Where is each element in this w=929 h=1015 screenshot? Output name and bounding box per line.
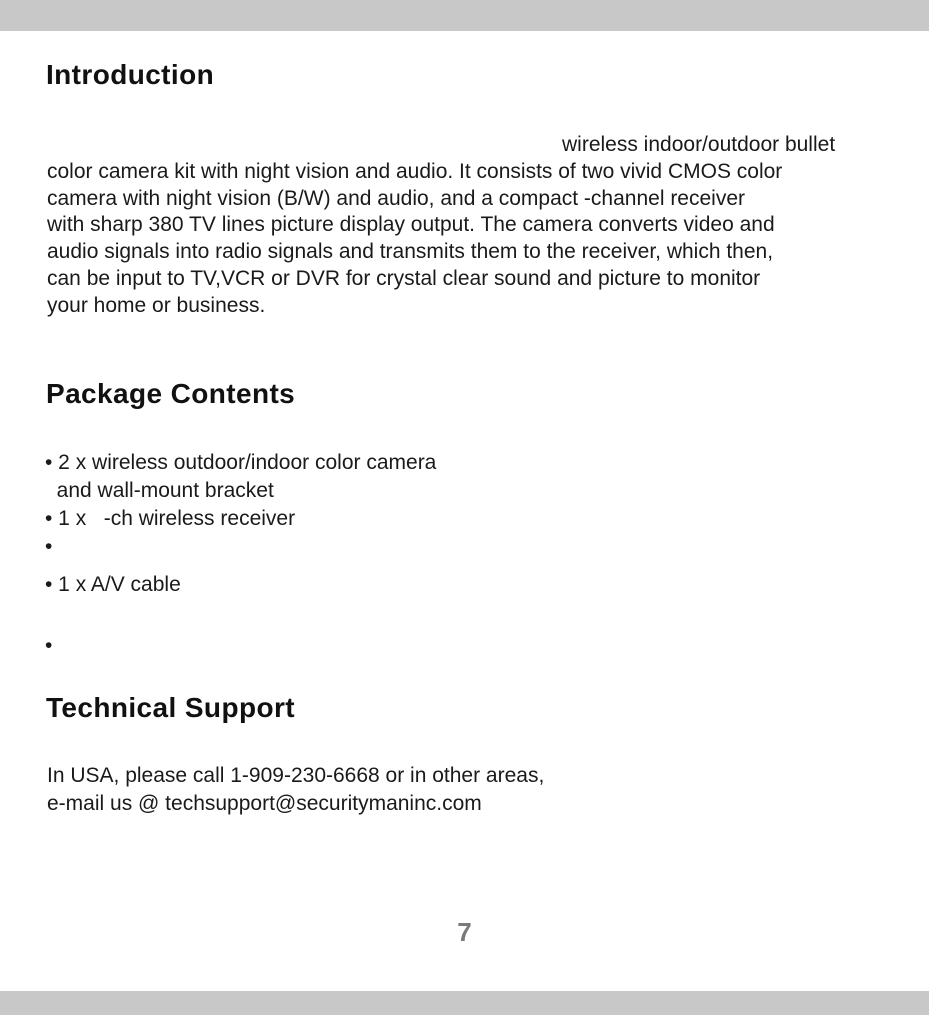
package-contents-heading: Package Contents bbox=[46, 378, 296, 409]
support-phone-line: In USA, please call 1-909-230-6668 or in other areas, bbox=[47, 764, 545, 787]
intro-line: your home or business. bbox=[47, 294, 266, 317]
intro-line: can be input to TV,VCR or DVR for crystal clear sound and picture to monitor bbox=[47, 267, 761, 290]
page-number: 7 bbox=[457, 917, 472, 947]
package-item: • 1 x A/V cable bbox=[45, 573, 181, 596]
intro-line: audio signals into radio signals and transmits them to the receiver, which then, bbox=[47, 240, 774, 263]
support-email-line: e-mail us @ techsupport@securitymaninc.com bbox=[47, 792, 482, 815]
package-item-continued: and wall-mount bracket bbox=[45, 479, 274, 502]
package-item: • bbox=[45, 634, 53, 657]
introduction-heading: Introduction bbox=[46, 59, 215, 90]
package-item: • 2 x wireless outdoor/indoor color camera bbox=[45, 451, 437, 474]
bottom-band bbox=[0, 991, 929, 1015]
intro-line: wireless indoor/outdoor bullet bbox=[562, 133, 836, 156]
top-band bbox=[0, 0, 929, 31]
package-item: • 1 x -ch wireless receiver bbox=[45, 507, 296, 530]
technical-support-heading: Technical Support bbox=[46, 692, 295, 723]
intro-line: with sharp 380 TV lines picture display output. The camera converts video and bbox=[47, 213, 775, 236]
package-item: • bbox=[45, 535, 53, 558]
intro-line: color camera kit with night vision and audio. It consists of two vivid CMOS color bbox=[47, 160, 783, 183]
intro-line: camera with night vision (B/W) and audio, and a compact -channel receiver bbox=[47, 187, 746, 210]
